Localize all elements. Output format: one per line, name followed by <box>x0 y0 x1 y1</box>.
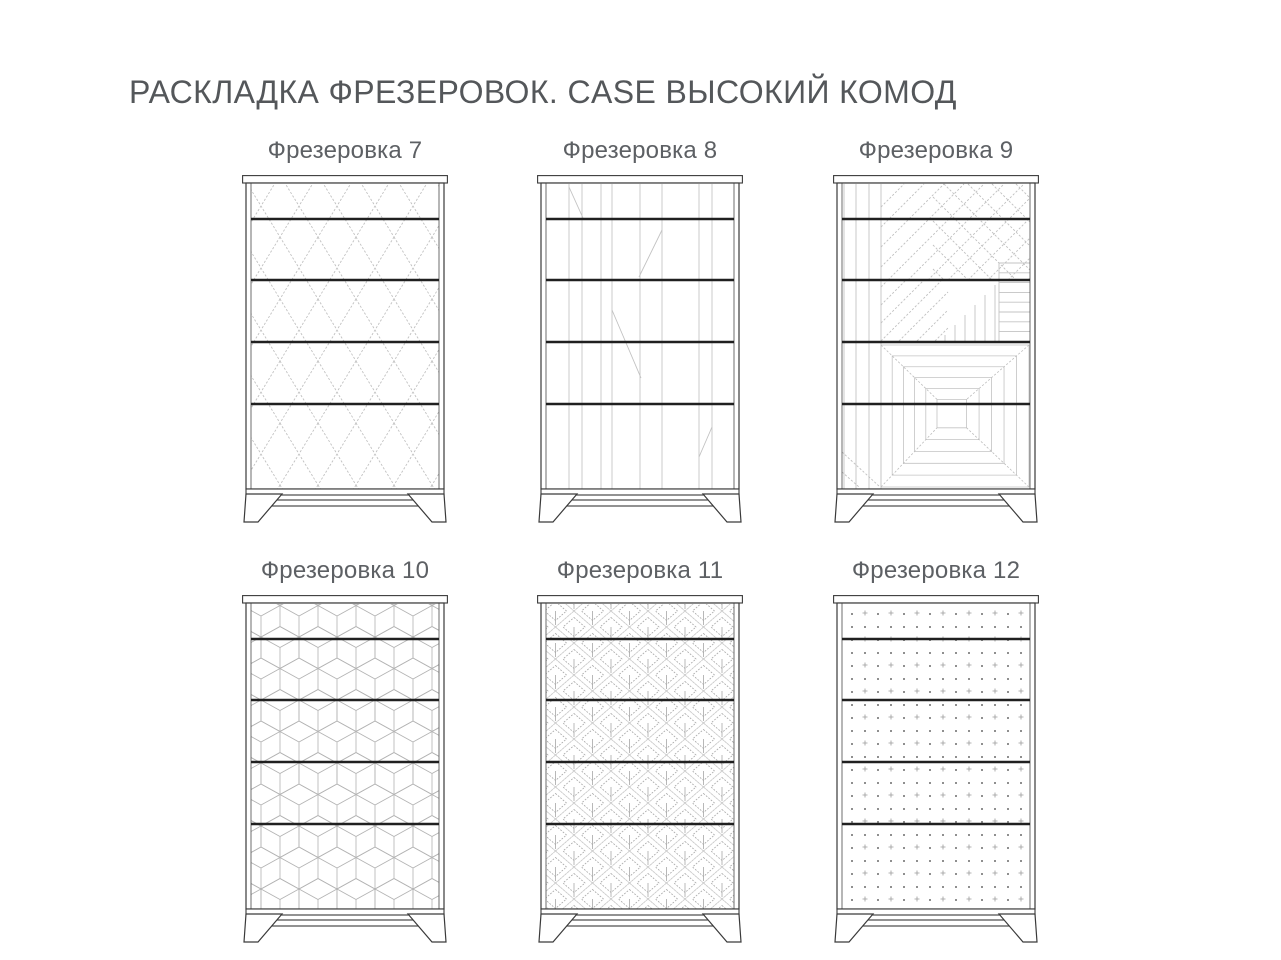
cabinet-drawing <box>537 175 743 525</box>
cabinet-frezerovka-7 <box>242 127 448 525</box>
cabinet-label: Фрезеровка 8 <box>562 137 718 164</box>
cabinet-label: Фрезеровка 12 <box>851 557 1021 584</box>
cabinet-drawing <box>833 595 1039 945</box>
cabinet-frezerovka-8 <box>537 127 743 525</box>
cabinet-frezerovka-12 <box>833 547 1039 945</box>
cabinet-frezerovka-10 <box>242 547 448 945</box>
cabinet-drawing <box>242 175 448 525</box>
cabinet-label: Фрезеровка 9 <box>858 137 1014 164</box>
cabinet-frezerovka-11 <box>537 547 743 945</box>
cabinet-label: Фрезеровка 10 <box>260 557 430 584</box>
cabinet-frezerovka-9 <box>833 127 1039 525</box>
cabinet-drawing <box>537 595 743 945</box>
cabinet-label: Фрезеровка 11 <box>556 557 724 584</box>
page-title: РАСКЛАДКА ФРЕЗЕРОВОК. CASE ВЫСОКИЙ КОМОД <box>129 74 957 110</box>
cabinet-drawing <box>242 595 448 945</box>
cabinet-label: Фрезеровка 7 <box>267 137 423 164</box>
cabinet-drawing <box>833 175 1039 525</box>
